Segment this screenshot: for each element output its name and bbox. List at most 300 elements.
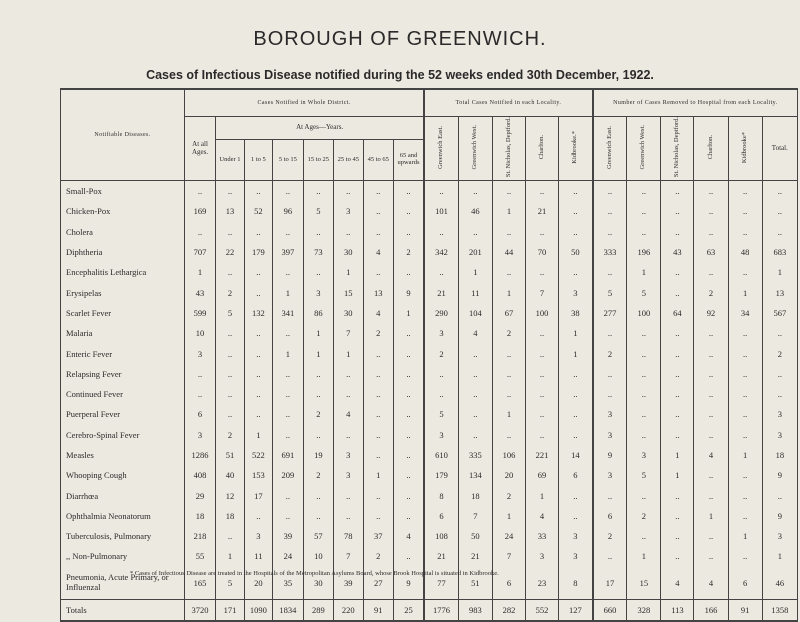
table-cell: 599 [185, 303, 216, 323]
table-cell: 610 [424, 445, 458, 465]
table-cell: 335 [458, 445, 492, 465]
table-cell: .. [762, 364, 797, 384]
table-cell: .. [272, 262, 303, 282]
table-row [61, 303, 798, 323]
table-cell: .. [244, 404, 272, 424]
table-cell: .. [393, 425, 424, 445]
table-cell: 1 [627, 262, 661, 282]
table-cell: 67 [492, 303, 525, 323]
table-cell: .. [333, 222, 363, 242]
table-cell: 1 [393, 303, 424, 323]
table-cell: 1 [492, 404, 525, 424]
table-cell: 2 [363, 546, 393, 566]
table-cell: .. [303, 485, 333, 505]
table-cell: .. [593, 384, 627, 404]
table-row [61, 384, 798, 404]
table-cell: .. [627, 222, 661, 242]
disease-name: Whooping Cough [61, 465, 185, 485]
table-cell: .. [661, 546, 694, 566]
table-cell: .. [694, 526, 728, 546]
table-cell: 3 [627, 445, 661, 465]
table-cell: .. [244, 222, 272, 242]
table-cell: .. [393, 546, 424, 566]
header-all-ages: At all Ages. [185, 117, 216, 181]
table-cell: .. [363, 343, 393, 363]
table-cell: .. [762, 485, 797, 505]
table-cell: .. [363, 222, 393, 242]
table-cell: 8 [424, 485, 458, 505]
table-cell: 342 [424, 242, 458, 262]
table-cell: 4 [363, 242, 393, 262]
table-cell: 2 [393, 242, 424, 262]
table-cell: .. [661, 262, 694, 282]
table-cell: 4 [694, 445, 728, 465]
table-cell: .. [393, 323, 424, 343]
table-cell: .. [303, 181, 333, 202]
table-cell: 691 [272, 445, 303, 465]
table-cell: .. [762, 201, 797, 221]
table-cell: .. [593, 323, 627, 343]
table-cell: 3 [593, 425, 627, 445]
table-cell: 4 [458, 323, 492, 343]
table-cell: .. [424, 222, 458, 242]
table-cell: 1 [363, 465, 393, 485]
table-cell: .. [424, 262, 458, 282]
table-row [61, 425, 798, 445]
table-cell: 4 [526, 506, 559, 526]
table-cell: .. [216, 181, 245, 202]
table-cell: 169 [185, 201, 216, 221]
table-cell: .. [593, 222, 627, 242]
table-cell: 6 [559, 465, 593, 485]
table-cell: .. [185, 384, 216, 404]
table-cell: .. [363, 445, 393, 465]
table-cell: .. [627, 526, 661, 546]
table-cell: 20 [244, 567, 272, 600]
table-cell: .. [762, 384, 797, 404]
table-cell: 34 [728, 303, 762, 323]
table-cell: .. [627, 404, 661, 424]
table-cell: 2 [593, 343, 627, 363]
table-cell: 18 [216, 506, 245, 526]
table-cell: 21 [424, 282, 458, 302]
table-cell: 5 [627, 465, 661, 485]
table-cell: 3 [333, 445, 363, 465]
table-cell: 113 [661, 599, 694, 621]
table-cell: 221 [526, 445, 559, 465]
table-cell: 25 [393, 599, 424, 621]
table-cell: 77 [424, 567, 458, 600]
table-cell: 397 [272, 242, 303, 262]
table-cell: .. [694, 485, 728, 505]
table-cell: .. [424, 364, 458, 384]
disease-name: Puerperal Fever [61, 404, 185, 424]
table-cell: .. [458, 222, 492, 242]
table-cell: 4 [393, 526, 424, 546]
table-cell: .. [393, 465, 424, 485]
table-cell: 2 [424, 343, 458, 363]
disease-name: Chicken-Pox [61, 201, 185, 221]
table-cell: .. [216, 384, 245, 404]
table-cell: .. [492, 262, 525, 282]
table-cell: 683 [762, 242, 797, 262]
table-cell: .. [424, 384, 458, 404]
table-cell: .. [272, 384, 303, 404]
table-row [61, 323, 798, 343]
table-cell: 13 [216, 201, 245, 221]
table-cell: .. [492, 384, 525, 404]
table-cell: 209 [272, 465, 303, 485]
table-cell: .. [393, 506, 424, 526]
disease-name: Measles [61, 445, 185, 465]
table-cell: 7 [458, 506, 492, 526]
disease-name: Malaria [61, 323, 185, 343]
table-cell: .. [694, 343, 728, 363]
table-cell: .. [393, 364, 424, 384]
table-row [61, 364, 798, 384]
table-row [61, 546, 798, 566]
table-cell: .. [627, 364, 661, 384]
table-cell: .. [627, 425, 661, 445]
disease-name: Enteric Fever [61, 343, 185, 363]
table-cell: 92 [694, 303, 728, 323]
table-cell: 220 [333, 599, 363, 621]
table-cell: .. [728, 201, 762, 221]
table-cell: .. [303, 364, 333, 384]
table-cell: 57 [303, 526, 333, 546]
table-cell: .. [559, 404, 593, 424]
table-cell: 24 [492, 526, 525, 546]
table-cell: 35 [272, 567, 303, 600]
table-cell: 51 [216, 445, 245, 465]
header-removed-to-hospital: Number of Cases Removed to Hospital from each Locality. [593, 89, 798, 117]
table-cell: .. [363, 201, 393, 221]
table-cell: .. [593, 546, 627, 566]
table-cell: 2 [303, 404, 333, 424]
table-cell: 1090 [244, 599, 272, 621]
disease-name: Ophthalmia Neonatorum [61, 506, 185, 526]
table-cell: 522 [244, 445, 272, 465]
table-cell: .. [492, 364, 525, 384]
table-cell: 91 [363, 599, 393, 621]
table-cell: 277 [593, 303, 627, 323]
table-cell: .. [728, 323, 762, 343]
table-cell: 3720 [185, 599, 216, 621]
table-cell: .. [333, 506, 363, 526]
table-cell: 3 [424, 425, 458, 445]
disease-name: Tuberculosis, Pulmonary [61, 526, 185, 546]
table-cell: .. [363, 506, 393, 526]
table-cell: 171 [216, 599, 245, 621]
table-cell: .. [593, 485, 627, 505]
table-cell: 4 [363, 303, 393, 323]
header-age-group: 5 to 15 [272, 140, 303, 181]
header-locality: St. Nicholas, Deptford. [492, 117, 525, 181]
table-cell: .. [216, 323, 245, 343]
table-cell: 153 [244, 465, 272, 485]
table-cell: .. [694, 181, 728, 202]
page-title: BOROUGH OF GREENWICH. [253, 28, 547, 50]
table-cell: .. [424, 181, 458, 202]
table-cell: .. [333, 425, 363, 445]
header-removed-locality: Charlton. [694, 117, 728, 181]
table-cell: .. [661, 485, 694, 505]
table-cell: .. [694, 425, 728, 445]
table-cell: 46 [762, 567, 797, 600]
table-cell: .. [694, 201, 728, 221]
table-cell: .. [303, 222, 333, 242]
table-cell: 5 [303, 201, 333, 221]
disease-name: Erysipelas [61, 282, 185, 302]
table-cell: .. [728, 222, 762, 242]
table-cell: .. [458, 364, 492, 384]
header-age-group: 65 and upwards [393, 140, 424, 181]
table-cell: 33 [526, 526, 559, 546]
table-cell: 2 [627, 506, 661, 526]
table-cell: .. [559, 506, 593, 526]
table-cell: .. [492, 343, 525, 363]
table-cell: .. [728, 404, 762, 424]
table-cell: 1 [492, 282, 525, 302]
table-cell: .. [593, 262, 627, 282]
table-cell: .. [272, 364, 303, 384]
table-cell: .. [627, 323, 661, 343]
disease-name: Pneumonia, Acute Primary, or Influenzal [61, 567, 185, 600]
table-cell: .. [272, 485, 303, 505]
table-cell: .. [559, 222, 593, 242]
table-cell: 6 [424, 506, 458, 526]
header-total-by-locality: Total Cases Notified in each Locality. [424, 89, 592, 117]
table-cell: 6 [593, 506, 627, 526]
header-total: Total. [762, 117, 797, 181]
table-cell: .. [661, 343, 694, 363]
table-cell: 23 [526, 567, 559, 600]
table-row [61, 282, 798, 302]
table-cell: .. [627, 384, 661, 404]
table-cell: .. [272, 323, 303, 343]
table-cell: 3 [559, 546, 593, 566]
disease-name: Relapsing Fever [61, 364, 185, 384]
table-cell: .. [244, 343, 272, 363]
table-cell: 2 [216, 282, 245, 302]
header-diseases: Notifiable Diseases. [61, 89, 185, 181]
table-cell: 3 [762, 526, 797, 546]
table-cell: .. [526, 425, 559, 445]
table-row [61, 445, 798, 465]
table-cell: 2 [593, 526, 627, 546]
table-cell: 7 [333, 546, 363, 566]
table-cell: .. [559, 181, 593, 202]
table-cell: 18 [762, 445, 797, 465]
disease-name: Diphtheria [61, 242, 185, 262]
table-cell: 1 [303, 323, 333, 343]
table-row [61, 262, 798, 282]
table-cell: 46 [458, 201, 492, 221]
table-cell: .. [694, 465, 728, 485]
table-cell: .. [661, 526, 694, 546]
table-cell: 289 [303, 599, 333, 621]
header-removed-locality: St. Nicholas, Deptford. [661, 117, 694, 181]
table-cell: 78 [333, 526, 363, 546]
table-cell: .. [762, 181, 797, 202]
table-cell: 104 [458, 303, 492, 323]
table-cell: 3 [526, 546, 559, 566]
table-cell: .. [333, 485, 363, 505]
table-cell: 3 [559, 526, 593, 546]
table-cell: .. [627, 201, 661, 221]
table-row [61, 506, 798, 526]
footnote: * Cases of Infectious Disease are treated in the Hospitals of the Metropolitan Asylums Board, whose Brook Hospital is situated in Kidbrooke. [130, 570, 499, 577]
table-cell: 328 [627, 599, 661, 621]
table-cell: .. [303, 384, 333, 404]
table-cell: .. [393, 181, 424, 202]
table-row [61, 242, 798, 262]
table-cell: 3 [244, 526, 272, 546]
table-cell: .. [526, 364, 559, 384]
table-cell: .. [363, 404, 393, 424]
totals-row [61, 599, 798, 621]
table-cell: 100 [627, 303, 661, 323]
table-cell: .. [593, 201, 627, 221]
table-cell: 567 [762, 303, 797, 323]
table-row [61, 404, 798, 424]
table-cell: 7 [333, 323, 363, 343]
table-cell: 14 [559, 445, 593, 465]
table-cell: .. [627, 343, 661, 363]
header-age-group: 15 to 25 [303, 140, 333, 181]
header-age-group: 25 to 45 [333, 140, 363, 181]
table-cell: 9 [762, 506, 797, 526]
table-cell: 11 [458, 282, 492, 302]
table-cell: .. [216, 364, 245, 384]
table-cell: 1 [458, 262, 492, 282]
table-cell: .. [303, 425, 333, 445]
table-cell: 1 [661, 465, 694, 485]
table-cell: .. [492, 425, 525, 445]
header-removed-locality: Kidbrooke* [728, 117, 762, 181]
disease-name: ,, Non-Pulmonary [61, 546, 185, 566]
table-cell: .. [244, 506, 272, 526]
table-cell: .. [559, 485, 593, 505]
table-cell: 21 [458, 546, 492, 566]
table-cell: .. [694, 546, 728, 566]
table-cell: .. [728, 384, 762, 404]
table-cell: 11 [244, 546, 272, 566]
table-cell: 5 [424, 404, 458, 424]
table-row [61, 343, 798, 363]
table-cell: 4 [694, 567, 728, 600]
table-cell: .. [458, 343, 492, 363]
table-cell: .. [363, 181, 393, 202]
header-locality: Greenwich East. [424, 117, 458, 181]
table-cell: .. [393, 445, 424, 465]
table-cell: 1 [728, 526, 762, 546]
table-cell: .. [458, 425, 492, 445]
table-cell: 3 [593, 465, 627, 485]
table-cell: 1 [559, 323, 593, 343]
table-cell: .. [333, 364, 363, 384]
table-cell: 13 [363, 282, 393, 302]
table-cell: 21 [526, 201, 559, 221]
table-cell: .. [216, 222, 245, 242]
table-cell: 179 [244, 242, 272, 262]
table-cell: .. [728, 506, 762, 526]
table-cell: .. [363, 485, 393, 505]
table-cell: .. [244, 181, 272, 202]
table-cell: .. [526, 343, 559, 363]
table-row [61, 485, 798, 505]
table-cell: 101 [424, 201, 458, 221]
table-cell: 1 [762, 546, 797, 566]
table-cell: 9 [762, 465, 797, 485]
table-cell: .. [694, 222, 728, 242]
disease-name: Scarlet Fever [61, 303, 185, 323]
table-cell: 86 [303, 303, 333, 323]
table-cell: .. [216, 526, 245, 546]
table-cell: .. [363, 384, 393, 404]
table-cell: .. [216, 262, 245, 282]
table-cell: 1 [185, 262, 216, 282]
table-cell: .. [694, 262, 728, 282]
table-cell: 9 [593, 445, 627, 465]
table-cell: 290 [424, 303, 458, 323]
table-cell: 196 [627, 242, 661, 262]
table-cell: 218 [185, 526, 216, 546]
table-subtitle: Cases of Infectious Disease notified during the 52 weeks ended 30th December, 1922. [146, 68, 654, 82]
table-cell: .. [728, 262, 762, 282]
table-cell: .. [728, 181, 762, 202]
table-cell: .. [526, 181, 559, 202]
table-cell: .. [393, 262, 424, 282]
table-cell: 1 [333, 262, 363, 282]
table-cell: 30 [333, 242, 363, 262]
table-cell: 2 [492, 323, 525, 343]
table-cell: 166 [694, 599, 728, 621]
table-cell: 2 [216, 425, 245, 445]
table-cell: 91 [728, 599, 762, 621]
table-cell: 50 [458, 526, 492, 546]
table-cell: .. [526, 323, 559, 343]
table-cell: 408 [185, 465, 216, 485]
table-cell: .. [492, 222, 525, 242]
table-cell: 43 [661, 242, 694, 262]
table-cell: .. [661, 364, 694, 384]
header-removed-locality: Greenwich East. [593, 117, 627, 181]
table-cell: .. [661, 222, 694, 242]
table-cell: .. [185, 181, 216, 202]
table-cell: 1 [244, 425, 272, 445]
table-cell: .. [559, 262, 593, 282]
table-cell: 39 [272, 526, 303, 546]
table-cell: 7 [526, 282, 559, 302]
table-cell: .. [244, 282, 272, 302]
table-cell: 1 [492, 506, 525, 526]
table-row [61, 465, 798, 485]
table-cell: 3 [762, 404, 797, 424]
table-cell: .. [661, 384, 694, 404]
table-cell: 3 [424, 323, 458, 343]
table-cell: 100 [526, 303, 559, 323]
table-cell: 9 [393, 567, 424, 600]
table-cell: 96 [272, 201, 303, 221]
table-row [61, 201, 798, 221]
table-cell: 20 [492, 465, 525, 485]
table-cell: 19 [303, 445, 333, 465]
infectious-disease-table [60, 88, 798, 622]
table-cell: .. [458, 181, 492, 202]
disease-name: Cerebro-Spinal Fever [61, 425, 185, 445]
table-cell: 1834 [272, 599, 303, 621]
